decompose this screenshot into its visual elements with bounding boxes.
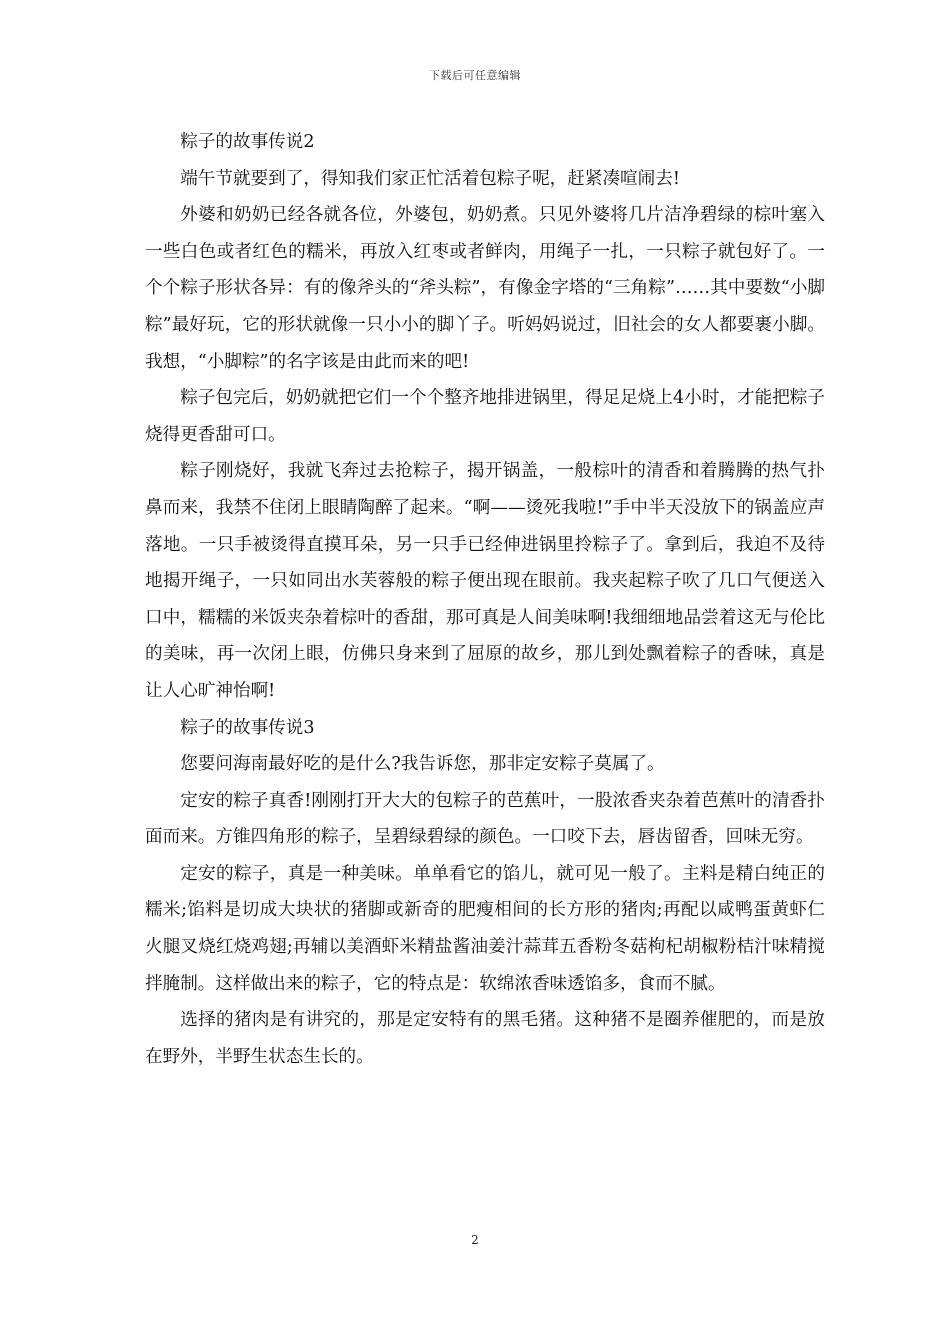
- paragraph: 粽子包完后，奶奶就把它们一个个整齐地排进锅里，得足足烧上4小时，才能把粽子烧得更香甜可口。: [145, 388, 825, 445]
- paragraph: 定安的粽子真香!刚刚打开大大的包粽子的芭蕉叶，一股浓香夹杂着芭蕉叶的清香扑面而来。方锥四角形的粽子，呈碧绿碧绿的颜色。一口咬下去，唇齿留香，回味无穷。: [145, 790, 825, 848]
- paragraph: 外婆和奶奶已经各就各位，外婆包，奶奶煮。只见外婆将几片洁净碧绿的棕叶塞入一些白色或者红色的糯米，再放入红枣或者鲜肉，用绳子一扎，一只粽子就包好了。一个个粽子形状各异：有的像斧头的“斧头粽”，有像金字塔的“三角粽”……其中要数“小脚粽”最好玩，它的形状就像一只小小的脚丫子。听妈妈说过，旧社会的女人都要裹小脚。我想，“小脚粽”的名字该是由此而来的吧!: [145, 205, 825, 372]
- page-number: 2: [471, 1233, 479, 1247]
- paragraph: 端午节就要到了，得知我们家正忙活着包粽子呢，赶紧凑喧闹去!: [180, 168, 680, 189]
- paragraph: 您要问海南最好吃的是什么?我告诉您，那非定安粽子莫属了。: [180, 754, 665, 775]
- paragraph: 粽子刚烧好，我就飞奔过去抢粽子，揭开锅盖，一般棕叶的清香和着腾腾的热气扑鼻而来，我禁不住闭上眼睛陶醉了起来。“啊——烫死我啦!”手中半天没放下的锅盖应声落地。一只手被烫得直摸耳朵，另一只手已经伸进锅里拎粽子了。拿到后，我迫不及待地揭开绳子，一只如同出水芙蓉般的粽子便出现在眼前。我夹起粽子吹了几口气便送入口中，糯糯的米饭夹杂着棕叶的香甜，那可真是人间美味啊!我细细地品尝着这无与伦比的美味，再一次闭上眼，仿佛只身来到了屈原的故乡，那儿到处飘着粽子的香味，真是让人心旷神怡啊!: [145, 461, 825, 701]
- document-body: [145, 124, 825, 1075]
- paragraph: 选择的猪肉是有讲究的，那是定安特有的黑毛猪。这种猪不是圈养催肥的，而是放在野外，半野生状态生长的。: [145, 1010, 825, 1067]
- page-header: 下载后可任意编辑: [429, 69, 521, 82]
- section-heading: 粽子的故事传说3: [180, 717, 315, 738]
- paragraph: 定安的粽子，真是一种美味。单单看它的馅儿，就可见一般了。主料是精白纯正的糯米;馅料是切成大块状的猪脚或新奇的肥瘦相间的长方形的猪肉;再配以咸鸭蛋黄虾仁火腿叉烧红烧鸡翅;再辅以美酒虾米精盐酱油姜汁蒜茸五香粉冬菇枸杞胡椒粉桔汁味精搅拌腌制。这样做出来的粽子，它的特点是：软绵浓香味透馅多，食而不腻。: [145, 863, 825, 994]
- section-heading: 粽子的故事传说2: [180, 132, 315, 152]
